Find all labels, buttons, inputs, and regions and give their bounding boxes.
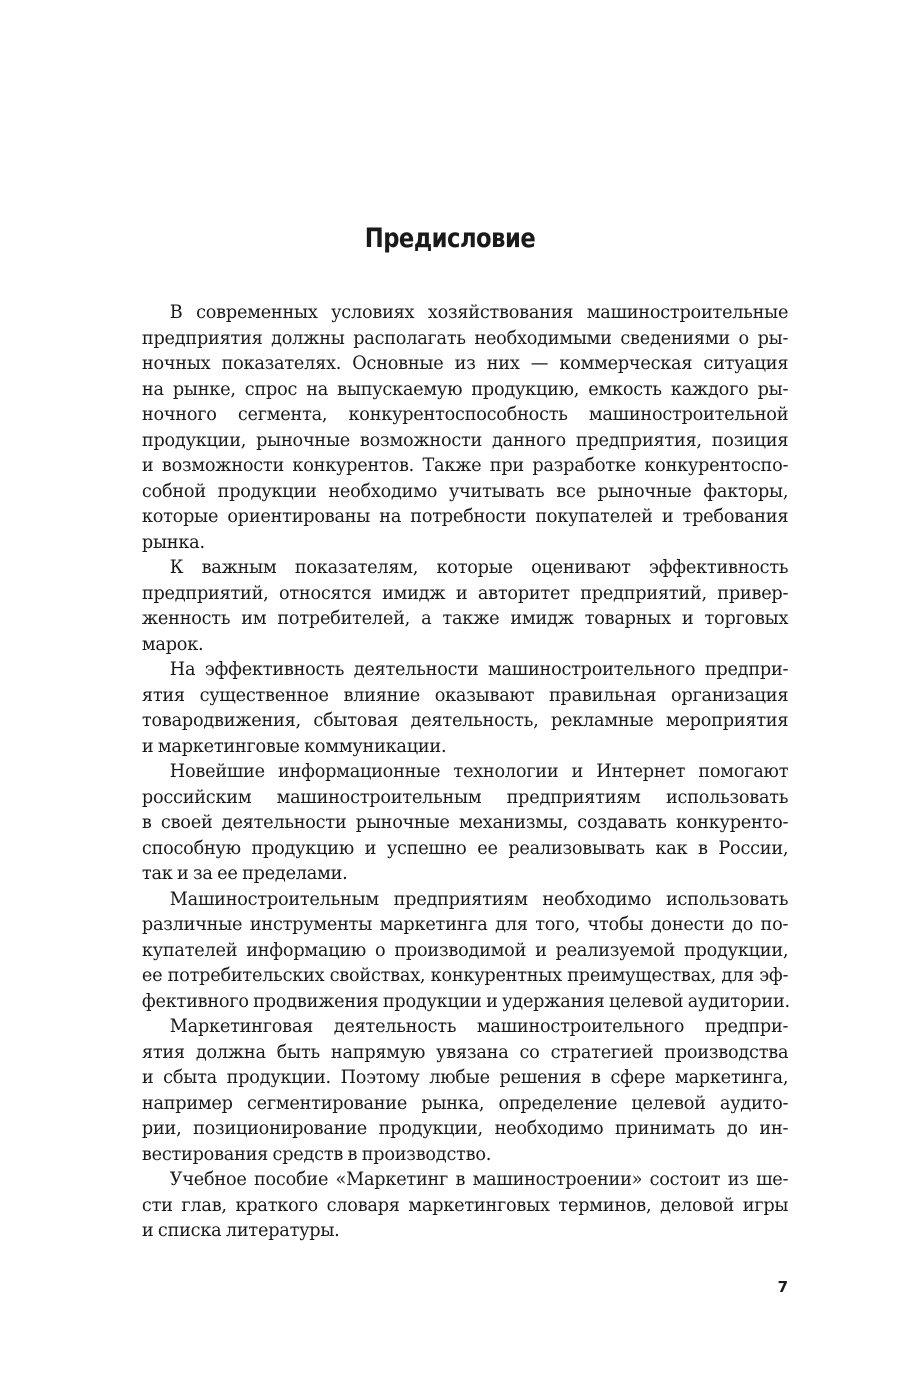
- text-line: На эффективность деятельности машиностроительного предпри-: [169, 658, 789, 680]
- text-line: ночных показателях. Основные из них — коммерческая ситуация: [141, 352, 789, 374]
- text-line: Учебное пособие «Маркетинг в машиностроении» состоит из ше-: [169, 1168, 789, 1190]
- text-line: товародвижения, сбытовая деятельность, рекламные мероприятия: [141, 709, 789, 731]
- text-line: купателей информацию о производимой и реализуемой продукции,: [141, 938, 789, 961]
- paragraph: [114, 1167, 788, 1244]
- page-title: Предисловие: [364, 223, 536, 254]
- text-line: К важным показателям, которые оценивают эффективность: [169, 556, 789, 578]
- text-line: Машиностроительным предприятиям необходимо использовать: [169, 887, 789, 910]
- paragraph: [114, 759, 788, 887]
- text-line: которые ориентированы на потребности покупателей и требования: [141, 505, 789, 527]
- text-line: предприятий, относятся имидж и авторитет предприятий, привер-: [141, 581, 789, 604]
- paragraph: [114, 1014, 788, 1167]
- text-line: ятия существенное влияние оказывают правильная организация: [141, 683, 789, 706]
- text-line: Маркетинговая деятельность машиностроительного предпри-: [169, 1015, 789, 1037]
- paragraph: [114, 300, 788, 555]
- text-line: женность им потребителей, а также имидж товарных и торговых: [141, 607, 789, 629]
- text-line: ночного сегмента, конкурентоспособность машиностроительной: [141, 403, 789, 425]
- text-line: предприятия должны располагать необходимыми сведениями о ры-: [141, 326, 789, 349]
- text-line: вестирования средств в производство.: [141, 1142, 492, 1165]
- text-line: фективного продвижения продукции и удержания целевой аудитории.: [141, 989, 790, 1012]
- text-line: так и за ее пределами.: [141, 862, 348, 884]
- text-line: и сбыта продукции. Поэтому любые решения в сфере маркетинга,: [141, 1066, 789, 1088]
- text-line: и маркетинговые коммуникации.: [141, 734, 447, 757]
- text-line: и списка литературы.: [141, 1219, 340, 1241]
- text-line: рынка.: [141, 530, 205, 553]
- text-line: сти глав, краткого словаря маркетинговых терминов, деловой игры: [141, 1193, 789, 1216]
- text-line: ятия должна быть напрямую увязана со стратегией производства: [141, 1040, 789, 1063]
- text-line: ее потребительских свойствах, конкурентных преимуществах, для эф-: [141, 964, 789, 986]
- text-line: различные инструменты маркетинга для того, чтобы донести до по-: [141, 913, 789, 935]
- text-line: например сегментирование рынка, определение целевой аудито-: [141, 1091, 789, 1114]
- text-line: Новейшие информационные технологии и Интернет помогают: [169, 760, 789, 782]
- text-line: способную продукцию и успешно ее реализовывать как в России,: [141, 836, 789, 859]
- text-line: и возможности конкурентов. Также при разработке конкурентоспо-: [141, 454, 789, 476]
- text-line: на рынке, спрос на выпускаемую продукцию, емкость каждого ры-: [141, 377, 789, 400]
- text-line: марок.: [141, 632, 204, 655]
- text-line: продукции, рыночные возможности данного предприятия, позиция: [141, 428, 789, 451]
- text-line: российским машиностроительным предприятиям использовать: [141, 785, 789, 808]
- text-line: в своей деятельности рыночные механизмы, создавать конкуренто-: [141, 811, 789, 833]
- paragraph: [114, 657, 788, 759]
- body-text: [114, 300, 788, 1244]
- text-line: рии, позиционирование продукции, необходимо принимать до ин-: [141, 1117, 789, 1139]
- text-line: собной продукции необходимо учитывать все рыночные факторы,: [141, 479, 789, 502]
- page-number: 7: [777, 1278, 788, 1296]
- text-line: В современных условиях хозяйствования машиностроительные: [169, 301, 789, 323]
- paragraph: [114, 555, 788, 657]
- paragraph: [114, 887, 788, 1015]
